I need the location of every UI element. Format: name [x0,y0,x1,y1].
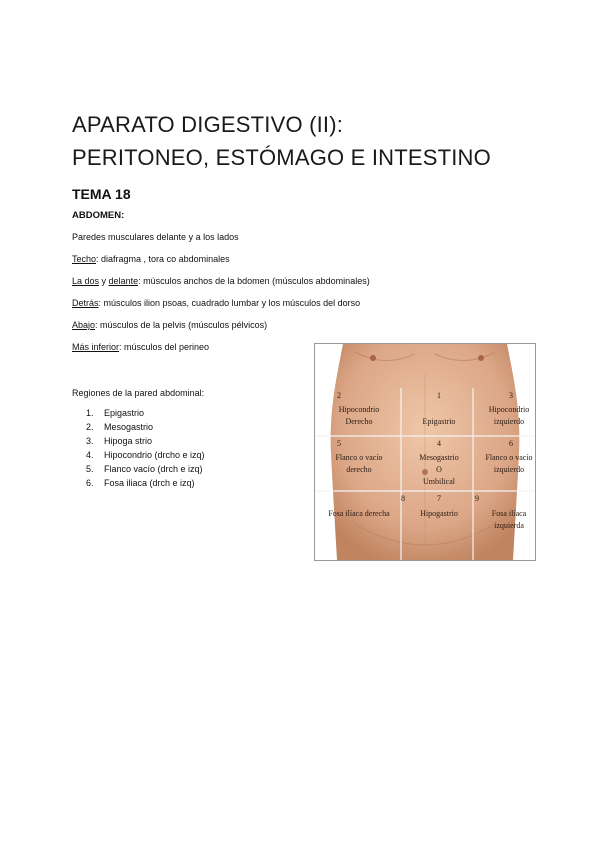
cell-label: Fosa ilíaca derecha [328,509,390,518]
text-line-sides [72,276,370,286]
abdominal-regions-figure [314,343,536,561]
text-line-back [72,298,360,308]
section-heading: ABDOMEN: [72,210,125,221]
text-line-below [72,320,267,330]
line-text: : diafragma , tora co abdominales [96,254,230,264]
list-number: 6. [86,478,94,488]
list-text: Hipocondrio (drcho e izq) [104,450,205,460]
list-number: 1. [86,408,94,418]
cell-number: 3 [509,391,513,400]
list-number: 2. [86,422,94,432]
line-label-2: delante [108,276,139,286]
topic-heading: TEMA 18 [72,186,131,202]
text-line-lower [72,342,209,352]
line-text: : músculos anchos de la bdomen (músculos abdominales) [138,276,370,286]
list-number: 3. [86,436,94,446]
cell-label: izquierdo [493,417,525,426]
list-number: 5. [86,464,94,474]
cell-number: 2 [337,391,341,400]
cell-label: Hipocondrio [338,405,380,414]
list-text: Fosa iliaca (drch e izq) [104,478,195,488]
cell-label: O [436,465,442,474]
title-line-2: PERITONEO, ESTÓMAGO E INTESTINO [72,145,491,170]
cell-label: izquierda [494,521,524,530]
cell-label: Epigastrio [422,417,456,426]
cell-number: 7 [437,494,441,503]
list-text: Epigastrio [104,408,145,418]
navel [422,469,428,475]
regions-list [86,406,205,490]
line-label: Techo [72,254,97,264]
list-item [86,434,205,448]
list-item [86,462,205,476]
list-item [86,448,205,462]
cell-number: 1 [437,391,441,400]
cell-number: 8 [401,494,405,503]
line-label: La dos [72,276,100,286]
line-label: Detrás [72,298,99,308]
line-text: Paredes musculares delante y a los lados [72,232,239,242]
cell-label: Umbilical [423,477,455,486]
abdomen-illustration [315,344,535,560]
list-text: Hipoga strio [104,436,153,446]
line-connector: y [99,276,109,286]
line-text: : músculos ilion psoas, cuadrado lumbar y los músculos del dorso [98,298,361,308]
list-item [86,420,205,434]
list-item [86,476,205,490]
cell-label: Flanco o vacío [335,453,383,462]
line-text: : músculos de la pelvis (músculos pélvicos) [95,320,268,330]
cell-label: derecho [346,465,372,474]
list-text: Mesogastrio [104,422,154,432]
cell-label: Derecho [345,417,373,426]
cell-number: 4 [437,439,441,448]
cell-number: 5 [337,439,341,448]
list-item [86,406,205,420]
cell-label: Flanco o vacío [485,453,533,462]
line-label: Abajo [72,320,96,330]
nipple-left [478,355,484,361]
cell-number: 9 [475,494,479,503]
title-line-1: APARATO DIGESTIVO (II): [72,112,344,137]
text-line-roof [72,254,230,264]
nipple-right [370,355,376,361]
cell-label: Mesogastrio [419,453,459,462]
cell-label: Hipocondrio [488,405,530,414]
cell-label: Hipogastrio [420,509,458,518]
regions-title: Regiones de la pared abdominal: [72,388,205,398]
cell-label: izquierdo [493,465,525,474]
list-number: 4. [86,450,94,460]
cell-number: 6 [509,439,513,448]
cell-label: Fosa ilíaca [491,509,527,518]
line-label: Más inferior [72,342,120,352]
list-text: Flanco vacío (drch e izq) [104,464,203,474]
text-line-walls [72,232,239,242]
line-text: : músculos del perineo [119,342,210,352]
